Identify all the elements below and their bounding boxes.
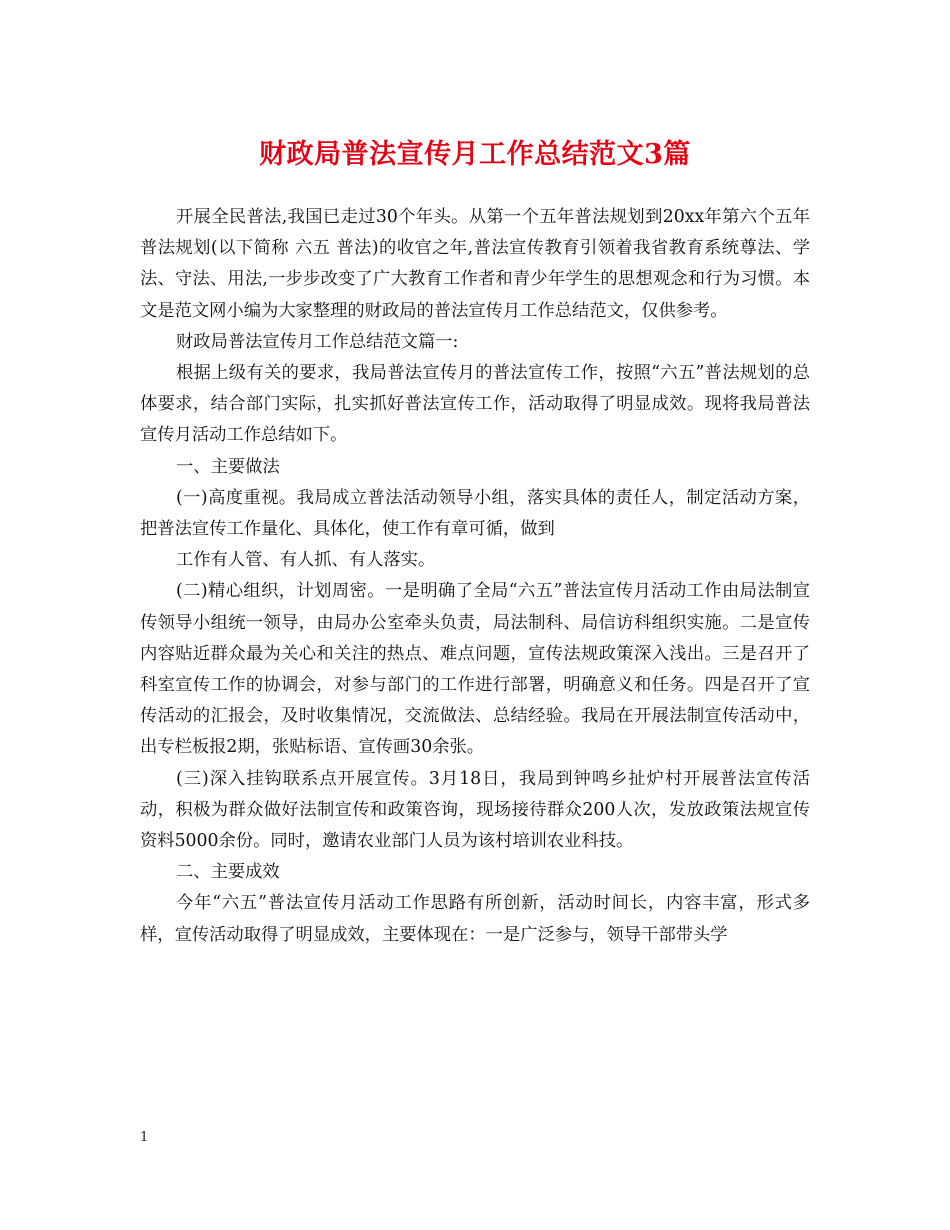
paragraph-method-one: (一)高度重视。我局成立普法活动领导小组，落实具体的责任人，制定活动方案，把普法宣传工作量化、具体化，使工作有章可循，做到 [140,487,810,540]
paragraph-overview: 根据上级有关的要求，我局普法宣传月的普法宣传工作，按照“六五”普法规划的总体要求，结合部门实际，扎实抓好普法宣传工作，活动取得了明显成效。现将我局普法宣传月活动工作总结如下。 [140,363,810,446]
paragraph-method-two: (二)精心组织，计划周密。一是明确了全局“六五”普法宣传月活动工作由局法制宣传领导小组统一领导，由局办公室牵头负责，局法制科、局信访科组织实施。二是宣传内容贴近群众最为关心和关注的热点、难点问题，宣传法规政策深入浅出。三是召开了科室宣传工作的协调会，对参与部门的工作进行部署，明确意义和任务。四是召开了宣传活动的汇报会，及时收集情况，交流做法、总结经验。我局在开展法制宣传活动中，出专栏板报2期，张贴标语、宣传画30余张。 [140,581,810,758]
page-number: 1 [140,1130,149,1145]
document-body [140,202,810,951]
section-heading-main-results: 二、主要成效 [176,862,280,883]
intro-paragraph: 开展全民普法,我国已走过30个年头。从第一个五年普法规划到20xx年第六个五年普法规划(以下简称 六五 普法)的收官之年,普法宣传教育引领着我省教育系统尊法、学法、守法、用法,一步步改变了广大教育工作者和青少年学生的思想观念和行为习惯。本文是范文网小编为大家整理的财政局的普法宣传月工作总结范文，仅供参考。 [140,207,810,321]
paragraph-method-one-continued: 工作有人管、有人抓、有人落实。 [176,550,436,571]
section-heading-article-one: 财政局普法宣传月工作总结范文篇一: [176,331,459,352]
paragraph-method-three: (三)深入挂钩联系点开展宣传。3月18日，我局到钟鸣乡扯炉村开展普法宣传活动，积极为群众做好法制宣传和政策咨询，现场接待群众200人次，发放政策法规宣传资料5000余份。同时，邀请农业部门人员为该村培训农业科技。 [140,768,810,852]
section-heading-main-methods: 一、主要做法 [176,456,280,477]
document-title: 财政局普法宣传月工作总结范文3篇 [259,139,691,170]
paragraph-results: 今年“六五”普法宣传月活动工作思路有所创新，活动时间长，内容丰富，形式多样，宣传活动取得了明显成效，主要体现在：一是广泛参与，领导干部带头学 [140,893,810,945]
